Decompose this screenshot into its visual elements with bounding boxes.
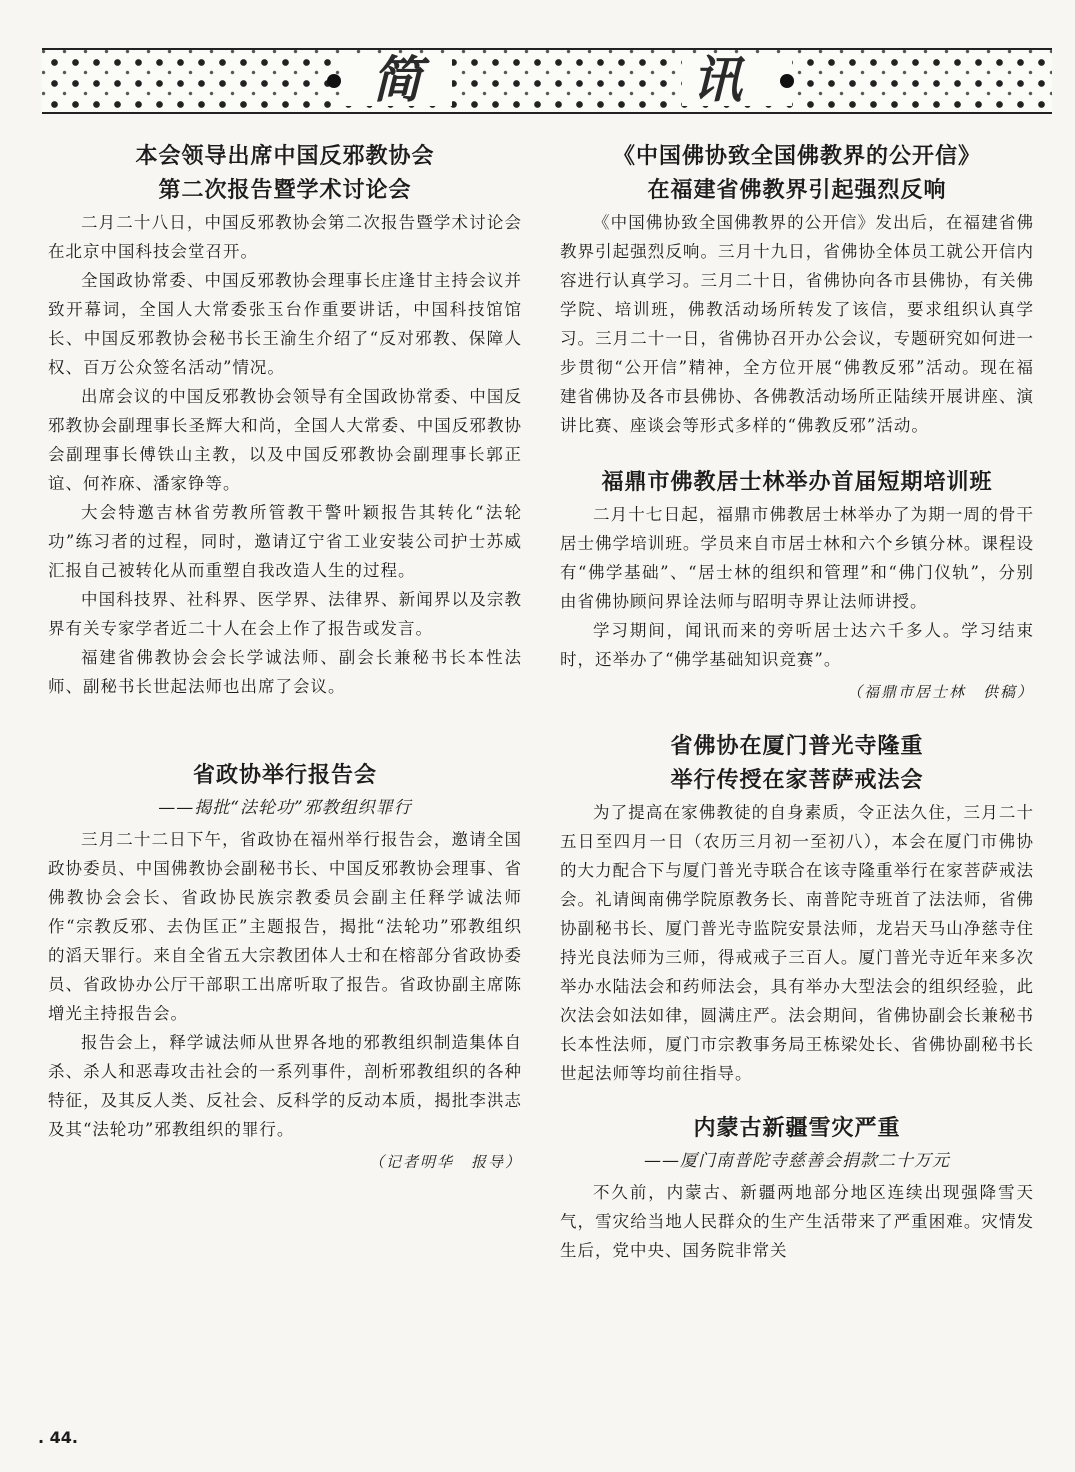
article-cppcc-report [48, 759, 522, 1176]
article-title-line1: 省佛协在厦门普光寺隆重 [670, 734, 924, 759]
paragraph: 为了提高在家佛教徒的自身素质，令正法久住，三月二十五日至四月一日（农历三月初一至初八），本会在厦门市佛协的大力配合下与厦门普光寺联合在该寺隆重举行在家菩萨戒法会。礼请闽南佛学院原教务长、南普陀寺班首了法法师，省佛协副秘书长、厦门普光寺监院安景法师，龙岩天马山净慈寺住持光良法师为三师，得戒戒子三百人。厦门普光寺近年来多次举办水陆法会和药师法会，具有举办大型法会的组织经验，此次法会如法如律，圆满庄严。法会期间，省佛协副会长兼秘书长本性法师，厦门市宗教事务局王栋梁处长、省佛协副秘书长世起法师等均前往指导。 [560, 803, 1034, 1083]
header-banner [42, 48, 1052, 114]
left-column [48, 140, 522, 1176]
paragraph: 三月二十二日下午，省政协在福州举行报告会，邀请全国政协委员、中国佛教协会副秘书长、中国反邪教协会理事、省佛教协会会长、省政协民族宗教委员会副主任释学诚法师作“宗教反邪、去伪匡正”主题报告，揭批“法轮功”邪教组织的滔天罪行。来自全省五大宗教团体人士和在榕部分省政协委员、省政协办公厅干部职工出席听取了报告。省政协副主席陈增光主持报告会。 [48, 830, 522, 1023]
paragraph: 《中国佛协致全国佛教界的公开信》发出后，在福建省佛教界引起强烈反响。三月十九日，省佛协全体员工就公开信内容进行认真学习。三月二十日，省佛协向各市县佛协，有关佛学院、培训班，佛教活动场所转发了该信，要求组织认真学习。三月二十一日，省佛协召开办公会议，专题研究如何进一步贯彻“公开信”精神，全方位开展“佛教反邪”活动。现在福建省佛协及各市县佛协、各佛教活动场所正陆续开展讲座、演讲比赛、座谈会等形式多样的“佛教反邪”活动。 [560, 213, 1034, 435]
banner-char-xun: 讯 [692, 50, 742, 109]
paragraph: 不久前，内蒙古、新疆两地部分地区连续出现强降雪天气，雪灾给当地人民群众的生产生活带来了严重困难。灾情发生后，党中央、国务院非常关 [560, 1183, 1034, 1260]
article-credit: （福鼎市居士林 供稿） [846, 683, 1034, 701]
article-snow-disaster [560, 1112, 1034, 1265]
paragraph: 学习期间，闻讯而来的旁听居士达六千多人。学习结束时，还举办了“佛学基础知识竞赛”。 [560, 621, 1034, 669]
paragraph: 中国科技界、社科界、医学界、法律界、新闻界以及宗教界有关专家学者近二十人在会上作了报告或发言。 [48, 590, 522, 638]
right-column [560, 140, 1034, 1265]
article-title: 福鼎市佛教居士林举办首届短期培训班 [601, 470, 993, 495]
paragraph: 福建省佛教协会会长学诚法师、副会长兼秘书长本性法师、副秘书长世起法师也出席了会议。 [48, 648, 522, 696]
paragraph: 大会特邀吉林省劳教所管教干警叶颖报告其转化“法轮功”练习者的过程，同时，邀请辽宁省工业安装公司护士苏威汇报自己被转化从而重塑自我改造人生的过程。 [48, 503, 522, 580]
paragraph: 报告会上，释学诚法师从世界各地的邪教组织制造集体自杀、杀人和恶毒攻击社会的一系列事件，剖析邪教组织的各种特征，及其反人类、反社会、反科学的反动本质，揭批李洪志及其“法轮功”邪教组织的罪行。 [48, 1033, 522, 1139]
article-title-line2: 举行传授在家菩萨戒法会 [670, 768, 924, 793]
article-title: 省政协举行报告会 [192, 763, 377, 788]
article-subtitle: ——厦门南普陀寺慈善会捐款二十万元 [644, 1151, 950, 1171]
banner-char-jian: 简 [372, 50, 422, 109]
paragraph: 二月十七日起，福鼎市佛教居士林举办了为期一周的骨干居士佛学培训班。学员来自市居士林和六个乡镇分林。课程设有“佛学基础”、“居士林的组织和管理”和“佛门仪轨”，分别由省佛协顾问界诠法师与昭明寺界让法师讲授。 [560, 505, 1034, 611]
paragraph: 出席会议的中国反邪教协会领导有全国政协常委、中国反邪教协会副理事长圣辉大和尚，全国人大常委、中国反邪教协会副理事长傅铁山主教，以及中国反邪教协会副理事长郭正谊、何祚庥、潘家铮等。 [48, 387, 522, 493]
paragraph: 全国政协常委、中国反邪教协会理事长庄逢甘主持会议并致开幕词，全国人大常委张玉台作重要讲话，中国科技馆馆长、中国反邪教协会秘书长王渝生介绍了“反对邪教、保障人权、百万公众签名活动”情况。 [48, 271, 522, 377]
article-title: 内蒙古新疆雪灾严重 [693, 1116, 901, 1141]
article-title-line1: 《中国佛协致全国佛教界的公开信》 [612, 144, 981, 169]
article-credit: （记者明华 报导） [368, 1153, 522, 1171]
article-anti-cult-meeting [48, 140, 522, 701]
banner-dot-icon [327, 74, 341, 88]
banner-dot-icon [780, 74, 794, 88]
paragraph: 二月二十八日，中国反邪教协会第二次报告暨学术讨论会在北京中国科技会堂召开。 [48, 213, 522, 261]
page-number: . 44. [38, 1428, 78, 1447]
article-open-letter [560, 140, 1034, 440]
article-title-line1: 本会领导出席中国反邪教协会 [135, 144, 435, 169]
article-subtitle: ——揭批“法轮功”邪教组织罪行 [158, 798, 412, 818]
article-title-line2: 第二次报告暨学术讨论会 [158, 178, 412, 203]
article-fuding-training [560, 466, 1034, 706]
article-title-line2: 在福建省佛教界引起强烈反响 [647, 178, 947, 203]
article-precepts-ceremony [560, 730, 1034, 1088]
